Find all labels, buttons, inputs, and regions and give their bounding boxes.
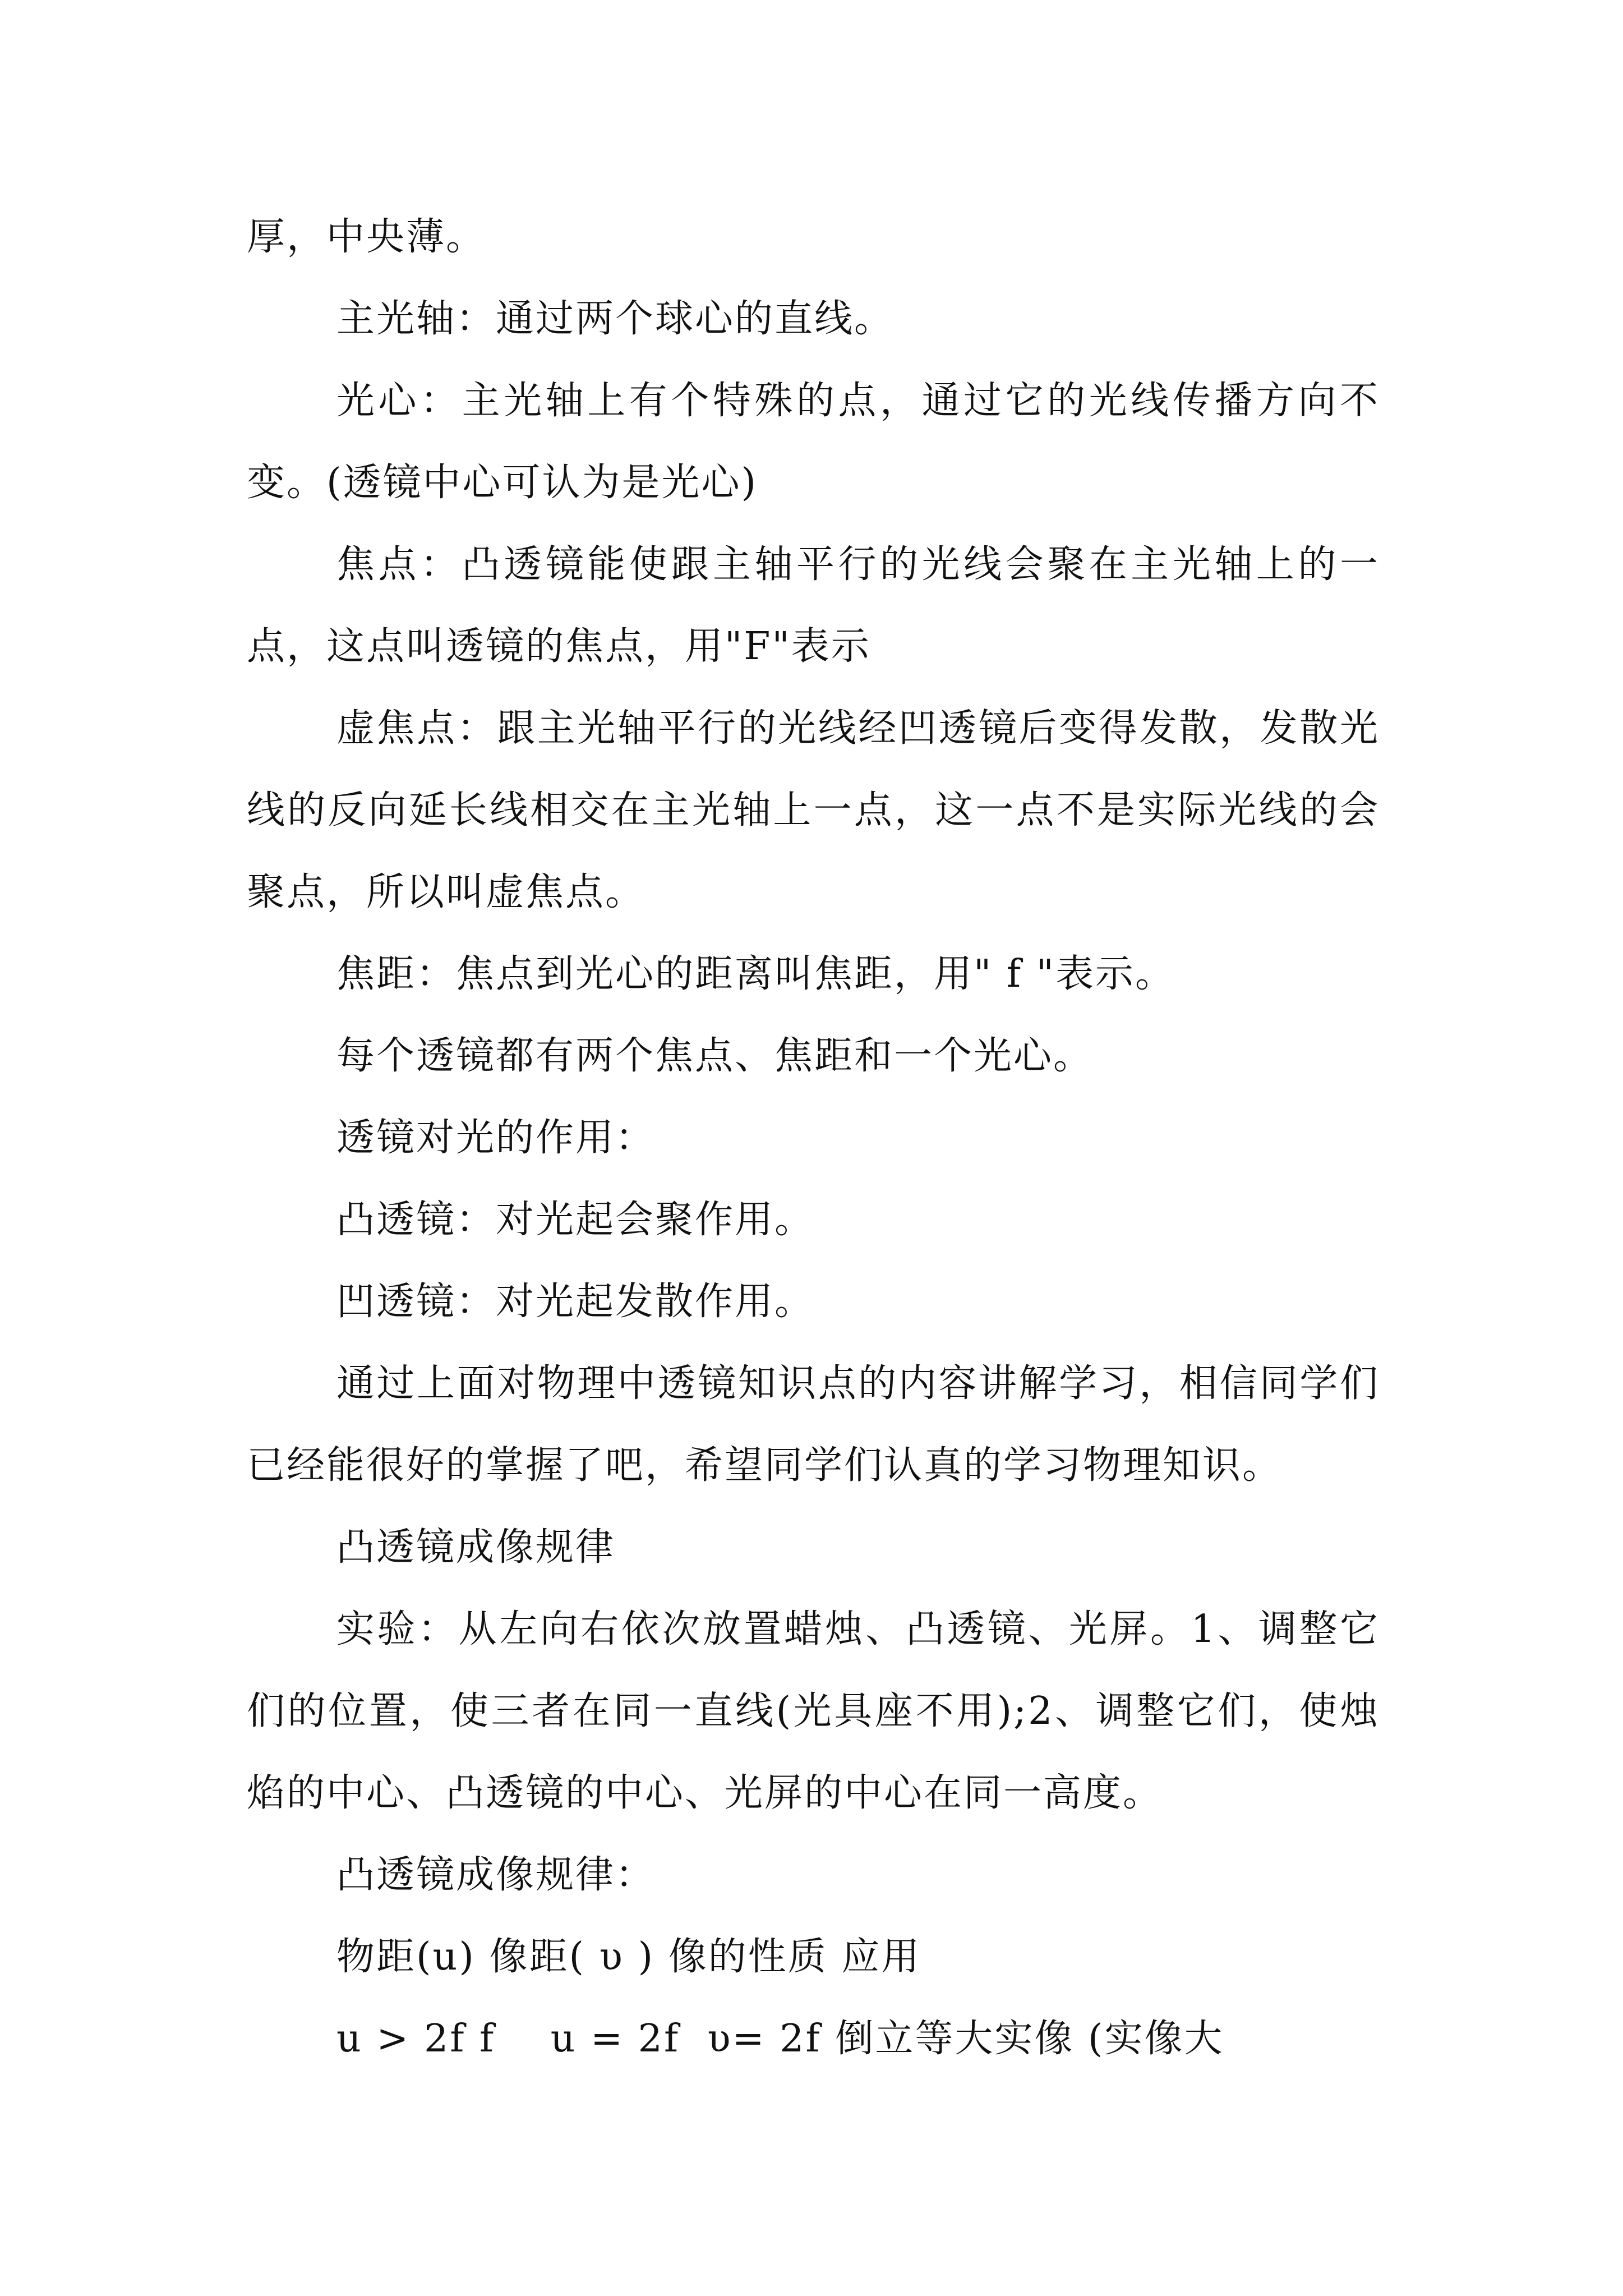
document-body	[247, 196, 1380, 2080]
paragraph-15: 物距(u) 像距( υ ) 像的性质 应用	[336, 1935, 921, 1979]
paragraph-14: 凸透镜成像规律：	[336, 1853, 656, 1897]
paragraph-9: 凸透镜：对光起会聚作用。	[336, 1198, 815, 1242]
paragraph-12: 凸透镜成像规律	[336, 1525, 616, 1570]
paragraph-8: 透镜对光的作用：	[336, 1116, 656, 1160]
paragraph-7: 每个透镜都有两个焦点、焦距和一个光心。	[336, 1034, 1094, 1078]
paragraph-6: 焦距：焦点到光心的距离叫焦距，用" f "表示。	[336, 952, 1175, 996]
paragraph-13: 实验：从左向右依次放置蜡烛、凸透镜、光屏。1、调整它们的位置，使三者在同一直线(光具座不用);2、调整它们，使烛焰的中心、凸透镜的中心、光屏的中心在同一高度。	[247, 1607, 1380, 1815]
paragraph-1: 厚，中央薄。	[247, 215, 486, 259]
paragraph-5: 虚焦点：跟主光轴平行的光线经凹透镜后变得发散，发散光线的反向延长线相交在主光轴上一点，这一点不是实际光线的会聚点，所以叫虚焦点。	[247, 706, 1380, 914]
paragraph-4: 焦点：凸透镜能使跟主轴平行的光线会聚在主光轴上的一点，这点叫透镜的焦点，用"F"表示	[247, 542, 1380, 669]
paragraph-16: u > 2f f u = 2f υ= 2f 倒立等大实像 (实像大	[336, 2017, 1224, 2061]
paragraph-2: 主光轴：通过两个球心的直线。	[336, 297, 895, 341]
paragraph-10: 凹透镜：对光起发散作用。	[336, 1280, 815, 1324]
paragraph-11: 通过上面对物理中透镜知识点的内容讲解学习，相信同学们已经能很好的掌握了吧，希望同学们认真的学习物理知识。	[247, 1361, 1380, 1488]
paragraph-3: 光心：主光轴上有个特殊的点，通过它的光线传播方向不变。(透镜中心可认为是光心)	[247, 379, 1380, 505]
